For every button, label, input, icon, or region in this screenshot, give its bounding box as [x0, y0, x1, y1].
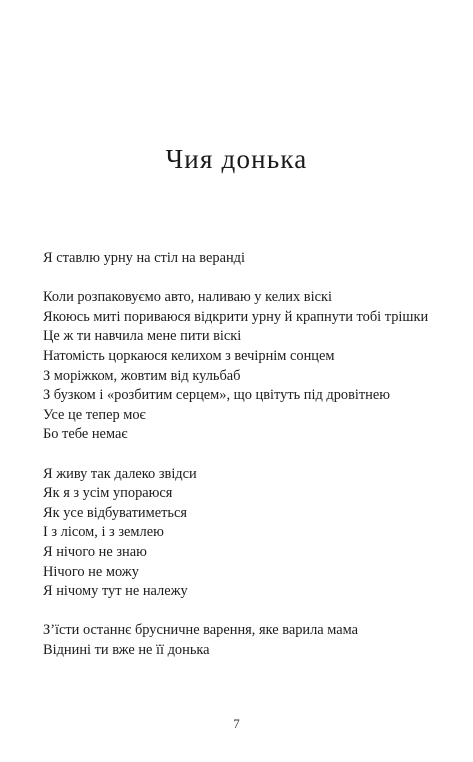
stanza-2 — [43, 288, 443, 445]
poem-line: Бо тебе немає — [43, 426, 128, 443]
page-number: 7 — [233, 716, 240, 731]
stanza-4 — [43, 621, 443, 660]
poem-line: Це ж ти навчила мене пити віскі — [43, 328, 242, 345]
poem-title: Чия донька — [165, 144, 308, 174]
poem-line: Я нічому тут не належу — [43, 583, 188, 600]
poem-body — [43, 249, 443, 680]
poem-line: Нічого не можу — [43, 563, 139, 580]
poem-line: Натомість цоркаюся келихом з вечірнім сонцем — [43, 347, 335, 364]
poem-line: З моріжком, жовтим від кульбаб — [43, 367, 241, 384]
poem-line: Віднині ти вже не її донька — [43, 641, 210, 658]
stanza-3 — [43, 465, 443, 602]
poem-line: Як усе відбуватиметься — [43, 504, 187, 521]
poem-line: З бузком і «розбитим серцем», що цвітуть під дровітнею — [43, 387, 391, 404]
poem-line: Коли розпаковуємо авто, наливаю у келих віскі — [43, 289, 332, 306]
poem-line: З’їсти останнє брусничне варення, яке варила мама — [43, 622, 359, 639]
poem-line: Я ставлю урну на стіл на веранді — [43, 250, 245, 266]
stanza-1 — [43, 249, 443, 269]
poem-line: І з лісом, і з землею — [43, 524, 164, 541]
poem-line: Я нічого не знаю — [43, 543, 147, 560]
poem-line: Якоюсь миті пориваюся відкрити урну й крапнути тобі трішки — [43, 308, 429, 325]
poem-line: Як я з усім упораюся — [43, 485, 173, 502]
poem-line: Я живу так далеко звідси — [43, 465, 197, 482]
poem-line: Усе це тепер моє — [43, 406, 146, 423]
